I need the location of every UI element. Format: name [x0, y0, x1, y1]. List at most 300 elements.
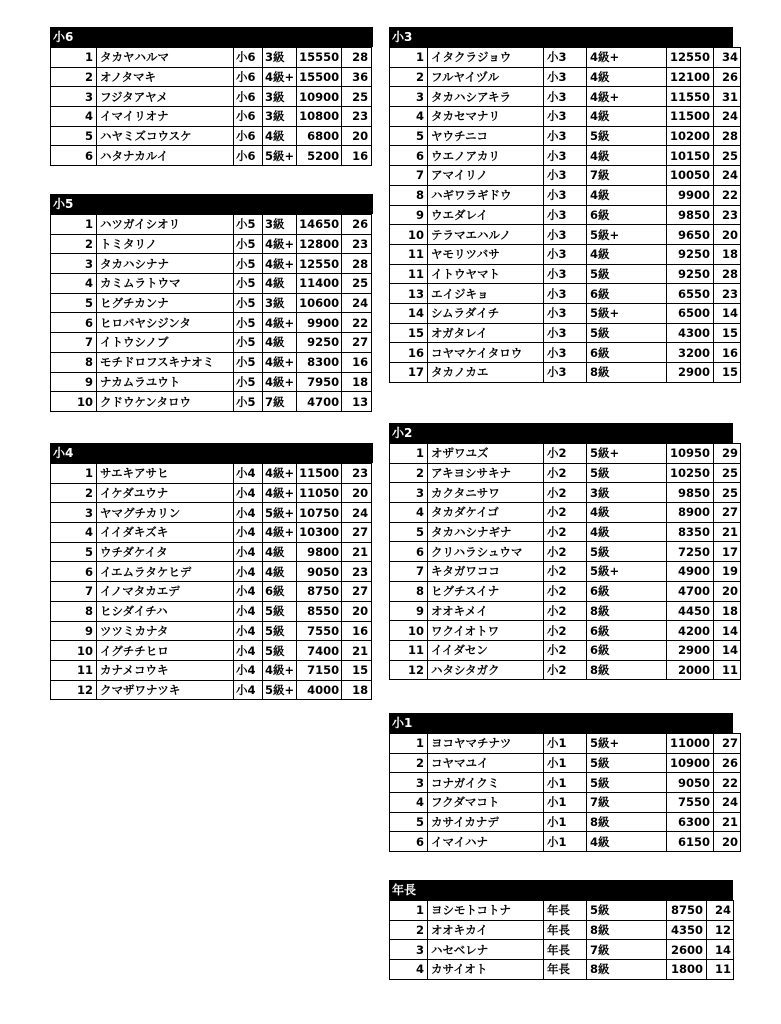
table-row: [51, 464, 372, 484]
age-cell: 14: [714, 640, 741, 660]
name-cell: コヤマケイタロウ: [428, 343, 544, 363]
grade-cell: 小3: [544, 67, 587, 87]
table-row: [51, 274, 372, 294]
level-cell: 4級+: [263, 372, 297, 392]
group-nc: [389, 880, 734, 980]
score-cell: 10050: [667, 166, 714, 186]
age-cell: 11: [707, 960, 734, 980]
rank-cell: 5: [51, 126, 97, 146]
grade-cell: 小6: [234, 87, 263, 107]
age-cell: 15: [714, 363, 741, 383]
rank-cell: 8: [51, 601, 97, 621]
age-cell: 34: [714, 48, 741, 68]
table-row: [390, 323, 741, 343]
score-cell: 10600: [297, 293, 342, 313]
level-cell: 5級: [587, 753, 667, 773]
name-cell: ヒロバヤシジンタ: [97, 313, 234, 333]
name-cell: サエキアサヒ: [97, 464, 234, 484]
level-cell: 6級: [587, 621, 667, 641]
level-cell: 5級: [263, 641, 297, 661]
score-cell: 10950: [667, 444, 714, 464]
score-cell: 10800: [297, 107, 342, 127]
rank-cell: 2: [51, 483, 97, 503]
name-cell: ツツミカナタ: [97, 621, 234, 641]
rank-cell: 4: [51, 107, 97, 127]
name-cell: ヨシモトコトナ: [428, 901, 544, 921]
table-row: [390, 503, 741, 523]
level-cell: 4級: [263, 333, 297, 353]
rank-cell: 17: [390, 363, 428, 383]
grade-cell: 小4: [234, 464, 263, 484]
score-cell: 10300: [297, 523, 342, 543]
level-cell: 5級+: [263, 503, 297, 523]
score-cell: 8750: [297, 582, 342, 602]
age-cell: 25: [342, 87, 372, 107]
ranking-table: [50, 214, 372, 412]
grade-cell: 小5: [234, 254, 263, 274]
age-cell: 14: [714, 621, 741, 641]
table-row: [51, 352, 372, 372]
age-cell: 24: [342, 293, 372, 313]
table-row: [51, 333, 372, 353]
grade-cell: 小4: [234, 542, 263, 562]
grade-cell: 小3: [544, 323, 587, 343]
name-cell: クマザワナツキ: [97, 680, 234, 700]
age-cell: 14: [714, 303, 741, 323]
grade-cell: 小2: [544, 444, 587, 464]
rank-cell: 12: [51, 680, 97, 700]
table-row: [390, 793, 741, 813]
table-row: [390, 773, 741, 793]
age-cell: 31: [714, 87, 741, 107]
table-row: [51, 621, 372, 641]
level-cell: 4級: [263, 126, 297, 146]
rank-cell: 6: [390, 146, 428, 166]
rank-cell: 1: [390, 48, 428, 68]
grade-cell: 小5: [234, 293, 263, 313]
level-cell: 4級+: [263, 464, 297, 484]
age-cell: 16: [342, 352, 372, 372]
age-cell: 11: [714, 660, 741, 680]
level-cell: 8級: [587, 601, 667, 621]
rank-cell: 7: [51, 333, 97, 353]
score-cell: 10750: [297, 503, 342, 523]
score-cell: 10900: [667, 753, 714, 773]
name-cell: ウエノアカリ: [428, 146, 544, 166]
group-s2: [389, 423, 741, 680]
age-cell: 18: [714, 601, 741, 621]
rank-cell: 11: [390, 264, 428, 284]
score-cell: 10200: [667, 126, 714, 146]
level-cell: 5級: [587, 126, 667, 146]
table-row: [390, 940, 734, 960]
table-row: [390, 225, 741, 245]
age-cell: 22: [342, 313, 372, 333]
rank-cell: 9: [390, 205, 428, 225]
grade-cell: 小2: [544, 621, 587, 641]
level-cell: 4級+: [263, 660, 297, 680]
table-row: [390, 166, 741, 186]
grade-cell: 小3: [544, 166, 587, 186]
name-cell: イエムラタケヒデ: [97, 562, 234, 582]
score-cell: 7550: [297, 621, 342, 641]
age-cell: 20: [714, 581, 741, 601]
age-cell: 36: [342, 67, 372, 87]
grade-cell: 小3: [544, 87, 587, 107]
score-cell: 9850: [667, 483, 714, 503]
table-row: [390, 901, 734, 921]
name-cell: オザワユズ: [428, 444, 544, 464]
age-cell: 28: [342, 48, 372, 68]
group-title: 小5: [50, 194, 373, 214]
level-cell: 4級: [263, 562, 297, 582]
level-cell: 5級: [587, 463, 667, 483]
grade-cell: 小5: [234, 215, 263, 235]
rank-cell: 2: [390, 920, 428, 940]
score-cell: 9900: [667, 185, 714, 205]
age-cell: 13: [342, 392, 372, 412]
age-cell: 25: [714, 483, 741, 503]
table-row: [390, 920, 734, 940]
grade-cell: 小1: [544, 753, 587, 773]
age-cell: 21: [342, 641, 372, 661]
group-s1: [389, 713, 741, 852]
grade-cell: 小1: [544, 832, 587, 852]
age-cell: 26: [714, 67, 741, 87]
level-cell: 4級+: [263, 313, 297, 333]
score-cell: 7150: [297, 660, 342, 680]
score-cell: 11500: [667, 107, 714, 127]
age-cell: 29: [714, 444, 741, 464]
grade-cell: 小2: [544, 503, 587, 523]
score-cell: 10150: [667, 146, 714, 166]
level-cell: 6級: [587, 640, 667, 660]
table-row: [51, 87, 372, 107]
table-row: [390, 343, 741, 363]
table-row: [390, 185, 741, 205]
rank-cell: 6: [390, 832, 428, 852]
rank-cell: 1: [51, 464, 97, 484]
name-cell: フルヤイヅル: [428, 67, 544, 87]
rank-cell: 2: [390, 67, 428, 87]
score-cell: 2900: [667, 640, 714, 660]
table-row: [390, 562, 741, 582]
table-row: [390, 522, 741, 542]
level-cell: 5級+: [587, 303, 667, 323]
grade-cell: 小4: [234, 582, 263, 602]
rank-cell: 3: [51, 503, 97, 523]
age-cell: 20: [342, 483, 372, 503]
grade-cell: 小3: [544, 146, 587, 166]
level-cell: 5級+: [587, 734, 667, 754]
grade-cell: 小1: [544, 773, 587, 793]
table-row: [390, 640, 741, 660]
name-cell: コヤマユイ: [428, 753, 544, 773]
grade-cell: 小2: [544, 522, 587, 542]
age-cell: 22: [714, 773, 741, 793]
rank-cell: 7: [390, 562, 428, 582]
rank-cell: 4: [51, 274, 97, 294]
name-cell: タカヤハルマ: [97, 48, 234, 68]
score-cell: 12550: [297, 254, 342, 274]
table-row: [390, 48, 741, 68]
grade-cell: 小4: [234, 641, 263, 661]
grade-cell: 小4: [234, 660, 263, 680]
rank-cell: 5: [51, 293, 97, 313]
name-cell: モチドロフスキナオミ: [97, 352, 234, 372]
level-cell: 8級: [587, 363, 667, 383]
grade-cell: 小6: [234, 126, 263, 146]
level-cell: 3級: [263, 107, 297, 127]
level-cell: 3級: [263, 215, 297, 235]
score-cell: 9650: [667, 225, 714, 245]
rank-cell: 7: [390, 166, 428, 186]
name-cell: ウエダレイ: [428, 205, 544, 225]
level-cell: 3級: [263, 293, 297, 313]
age-cell: 25: [714, 146, 741, 166]
rank-cell: 3: [390, 87, 428, 107]
age-cell: 23: [714, 205, 741, 225]
group-s4: [50, 443, 373, 700]
name-cell: ワクイオトワ: [428, 621, 544, 641]
level-cell: 4級+: [263, 352, 297, 372]
rank-cell: 12: [390, 660, 428, 680]
score-cell: 7550: [667, 793, 714, 813]
level-cell: 3級: [263, 48, 297, 68]
name-cell: ナカムラユウト: [97, 372, 234, 392]
age-cell: 27: [342, 333, 372, 353]
group-title: 小6: [50, 27, 373, 47]
grade-cell: 小6: [234, 67, 263, 87]
table-row: [51, 392, 372, 412]
score-cell: 2600: [667, 940, 707, 960]
grade-cell: 小3: [544, 185, 587, 205]
name-cell: フジタアヤメ: [97, 87, 234, 107]
name-cell: ウチダケイタ: [97, 542, 234, 562]
table-row: [390, 67, 741, 87]
score-cell: 7400: [297, 641, 342, 661]
table-row: [390, 660, 741, 680]
table-row: [390, 244, 741, 264]
level-cell: 7級: [587, 793, 667, 813]
age-cell: 26: [342, 215, 372, 235]
table-row: [51, 483, 372, 503]
age-cell: 27: [714, 734, 741, 754]
score-cell: 2900: [667, 363, 714, 383]
score-cell: 8300: [297, 352, 342, 372]
rank-cell: 8: [51, 352, 97, 372]
grade-cell: 小3: [544, 107, 587, 127]
table-row: [390, 960, 734, 980]
level-cell: 8級: [587, 920, 667, 940]
age-cell: 24: [714, 793, 741, 813]
level-cell: 5級: [587, 323, 667, 343]
level-cell: 5級: [263, 621, 297, 641]
age-cell: 18: [342, 372, 372, 392]
name-cell: タカダケイゴ: [428, 503, 544, 523]
grade-cell: 小4: [234, 503, 263, 523]
grade-cell: 小3: [544, 126, 587, 146]
score-cell: 6150: [667, 832, 714, 852]
table-row: [51, 372, 372, 392]
table-row: [51, 67, 372, 87]
name-cell: アマイリノ: [428, 166, 544, 186]
table-row: [390, 264, 741, 284]
level-cell: 5級+: [263, 680, 297, 700]
group-title: 小1: [389, 713, 733, 733]
age-cell: 18: [714, 244, 741, 264]
age-cell: 25: [342, 274, 372, 294]
name-cell: ハツガイシオリ: [97, 215, 234, 235]
table-row: [51, 601, 372, 621]
score-cell: 11400: [297, 274, 342, 294]
table-row: [390, 205, 741, 225]
table-row: [390, 87, 741, 107]
age-cell: 16: [342, 146, 372, 166]
score-cell: 7950: [297, 372, 342, 392]
grade-cell: 小6: [234, 48, 263, 68]
name-cell: ハギワラギドウ: [428, 185, 544, 205]
table-row: [51, 523, 372, 543]
name-cell: ヒグチスイナ: [428, 581, 544, 601]
grade-cell: 小4: [234, 483, 263, 503]
ranking-table: [50, 463, 372, 700]
name-cell: ハタナカルイ: [97, 146, 234, 166]
table-row: [390, 621, 741, 641]
rank-cell: 3: [51, 254, 97, 274]
age-cell: 20: [714, 832, 741, 852]
age-cell: 19: [714, 562, 741, 582]
name-cell: ハタシタガク: [428, 660, 544, 680]
ranking-table: [50, 47, 372, 166]
name-cell: イマイハナ: [428, 832, 544, 852]
name-cell: キタガワココ: [428, 562, 544, 582]
name-cell: オオキカイ: [428, 920, 544, 940]
score-cell: 8350: [667, 522, 714, 542]
grade-cell: 小2: [544, 483, 587, 503]
rank-cell: 7: [51, 582, 97, 602]
rank-cell: 6: [51, 146, 97, 166]
level-cell: 4級+: [263, 67, 297, 87]
name-cell: クドウケンタロウ: [97, 392, 234, 412]
rank-cell: 1: [51, 48, 97, 68]
grade-cell: 年長: [544, 960, 587, 980]
age-cell: 26: [714, 753, 741, 773]
group-title: 年長: [389, 880, 733, 900]
grade-cell: 小1: [544, 812, 587, 832]
name-cell: イイダキズキ: [97, 523, 234, 543]
level-cell: 5級: [587, 901, 667, 921]
grade-cell: 小3: [544, 264, 587, 284]
name-cell: トミタリノ: [97, 234, 234, 254]
score-cell: 14650: [297, 215, 342, 235]
level-cell: 4級: [263, 274, 297, 294]
level-cell: 3級: [587, 483, 667, 503]
name-cell: エイジキョ: [428, 284, 544, 304]
table-row: [51, 126, 372, 146]
level-cell: 4級: [587, 503, 667, 523]
score-cell: 4700: [667, 581, 714, 601]
table-row: [390, 126, 741, 146]
score-cell: 11000: [667, 734, 714, 754]
rank-cell: 4: [390, 107, 428, 127]
group-s5: [50, 194, 373, 412]
name-cell: カミムラトウマ: [97, 274, 234, 294]
age-cell: 15: [342, 660, 372, 680]
score-cell: 9050: [297, 562, 342, 582]
rank-cell: 16: [390, 343, 428, 363]
level-cell: 4級: [587, 107, 667, 127]
score-cell: 12800: [297, 234, 342, 254]
grade-cell: 小2: [544, 581, 587, 601]
level-cell: 5級: [263, 601, 297, 621]
table-row: [390, 483, 741, 503]
score-cell: 2000: [667, 660, 714, 680]
grade-cell: 小5: [234, 234, 263, 254]
name-cell: カクタニサワ: [428, 483, 544, 503]
grade-cell: 小4: [234, 621, 263, 641]
rank-cell: 13: [390, 284, 428, 304]
level-cell: 4級: [587, 185, 667, 205]
rank-cell: 8: [390, 581, 428, 601]
rank-cell: 6: [51, 562, 97, 582]
table-row: [51, 542, 372, 562]
table-row: [390, 146, 741, 166]
age-cell: 23: [342, 107, 372, 127]
name-cell: ヒシダイチハ: [97, 601, 234, 621]
score-cell: 11500: [297, 464, 342, 484]
level-cell: 8級: [587, 812, 667, 832]
group-title: 小4: [50, 443, 373, 463]
name-cell: カナメコウキ: [97, 660, 234, 680]
score-cell: 9250: [667, 244, 714, 264]
table-row: [51, 680, 372, 700]
level-cell: 5級+: [587, 562, 667, 582]
grade-cell: 小1: [544, 734, 587, 754]
level-cell: 5級+: [587, 225, 667, 245]
rank-cell: 9: [51, 372, 97, 392]
rank-cell: 1: [51, 215, 97, 235]
name-cell: イトウヤマト: [428, 264, 544, 284]
table-row: [51, 234, 372, 254]
score-cell: 10250: [667, 463, 714, 483]
age-cell: 14: [707, 940, 734, 960]
score-cell: 9250: [667, 264, 714, 284]
rank-cell: 11: [51, 660, 97, 680]
grade-cell: 小3: [544, 225, 587, 245]
score-cell: 9050: [667, 773, 714, 793]
level-cell: 4級+: [263, 254, 297, 274]
grade-cell: 小5: [234, 313, 263, 333]
name-cell: ハセベレナ: [428, 940, 544, 960]
age-cell: 28: [714, 126, 741, 146]
level-cell: 8級: [587, 960, 667, 980]
rank-cell: 10: [51, 392, 97, 412]
rank-cell: 14: [390, 303, 428, 323]
level-cell: 4級: [587, 832, 667, 852]
level-cell: 5級+: [263, 146, 297, 166]
table-row: [390, 463, 741, 483]
grade-cell: 年長: [544, 940, 587, 960]
level-cell: 4級: [587, 244, 667, 264]
rank-cell: 8: [390, 185, 428, 205]
score-cell: 4450: [667, 601, 714, 621]
age-cell: 23: [714, 284, 741, 304]
name-cell: ヤモリツバサ: [428, 244, 544, 264]
grade-cell: 小6: [234, 146, 263, 166]
age-cell: 22: [714, 185, 741, 205]
score-cell: 4300: [667, 323, 714, 343]
